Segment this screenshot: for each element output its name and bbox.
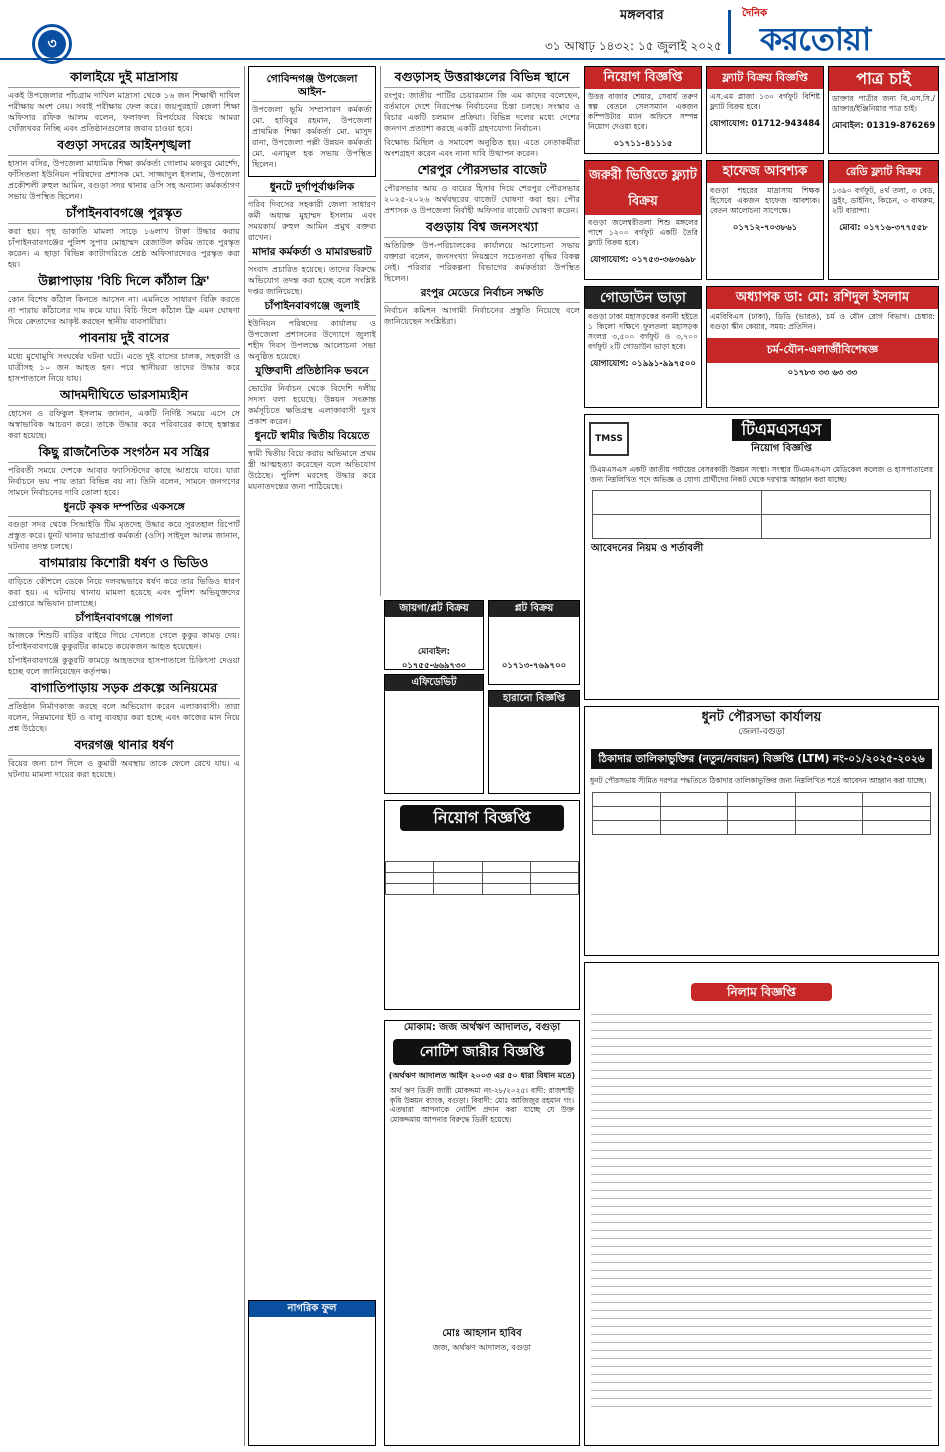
doctor-specialty: চর্ম-যৌন-এলার্জীবিশেষজ্ঞ xyxy=(707,338,938,363)
article-text: চাঁপাইনবাবগঞ্জে কুকুরটি কামড়ে আহতদের হাসপাতালে চিকিৎসা দেওয়া হচ্ছে বলে জানিয়েছেন কর্তৃপক্ষ। xyxy=(8,655,240,676)
article-text: নির্বাচন কমিশন আগামী নির্বাচনের প্রস্তুতি নিয়েছে বলে জানিয়েছেন সংশ্লিষ্টরা। xyxy=(384,305,580,326)
header-divider xyxy=(728,10,731,54)
ad-groom-wanted xyxy=(828,66,939,154)
notice-signature: মোঃ আহসান হাবিব xyxy=(442,1328,522,1340)
ad-phone: মোবাইল: ০১৭৫৫-৬৬৯৭৩০ xyxy=(401,647,467,670)
headline: আদমদীঘিতে ভারসাম্যহীন xyxy=(8,387,240,406)
headline: রংপুর মেডেরে নির্বাচন সক্ষতি xyxy=(384,287,580,303)
headline: বাগমারায় কিশোরী ধর্ষণ ও ভিডিও xyxy=(8,555,240,574)
logo-prefix: দৈনিক xyxy=(742,8,768,19)
column-divider xyxy=(244,66,245,1446)
article-text: বাড়িতে কৌশলে ডেকে নিয়ে দলবদ্ধভাবে ধর্ষণ করে তার ভিডিও ধারণ করা হয়। এ ঘটনায় থানায় মামলা হয়েছে এবং পুলিশ অভিযুক্তদের গ্রেপ্তারে অভিযান চালাচ্ছে। xyxy=(8,576,240,608)
headline: গোবিন্দগঞ্জ উপজেলা আইন- xyxy=(252,73,372,102)
notice-banner: নোটিশ জারীর বিজ্ঞপ্তি xyxy=(393,1039,571,1065)
ad-title: এফিডেভিট xyxy=(385,675,483,691)
dhunat-subtitle: জেলা-বগুড়া xyxy=(738,727,785,737)
newspaper-logo: করতোয়া xyxy=(760,20,871,58)
ad-title: নাগরিক ফুল xyxy=(249,1301,375,1317)
column-divider xyxy=(380,66,381,596)
ad-title: জরুরী ভিত্তিতে ফ্ল্যাট বিক্রয় xyxy=(585,161,701,215)
headline: চাঁপাইনবাবগঞ্জে জুলাই xyxy=(248,300,376,316)
ad-title: অধ্যাপক ডা: মো: রশিদুল ইসলাম xyxy=(707,287,938,309)
ad-body: এস.এম প্লাজা ১৩০ বর্গফুট বিশিষ্ট ফ্ল্যাট বিক্রয় হবে। xyxy=(710,92,820,111)
article-text: অতিরিক্ত উপ-পরিচালকের কার্যালয়ে আলোচনা সভায় বক্তারা বলেন, জনসংখ্যা নিয়ন্ত্রণে সচেতনতা বৃদ্ধির বিকল্প নেই। পরিবার পরিকল্পনা বিভাগের কর্মকর্তারা উপস্থিত ছিলেন। xyxy=(384,240,580,283)
article-text: হোসেন ও রফিকুল ইসলাম জানান, একটি নির্দিষ্ট সময়ে এসে সে অস্বাভাবিক আচরণ করে। তাকে উদ্ধার করে পরিবারের কাছে হস্তান্তর করা হয়েছে। xyxy=(8,408,240,440)
tmss-logo-icon: TMSS xyxy=(589,422,629,456)
tmss-body: টিএমএসএস একটি জাতীয় পর্যায়ের বেসরকারী উন্নয়ন সংস্থা। সংস্থার টিএমএসএস মেডিকেল কলেজ ও হাসপাতালের জন্য নিম্নলিখিত পদে অভিজ্ঞ ও যোগ্য প্রার্থীদের নিকট থেকে দরখাস্ত আহ্বান করা যাচ্ছে। xyxy=(590,465,933,484)
ad-body: ১৩৯০ বর্গফুট, ৪র্থ তলা, ৩ বেড, ড্রইং, ডাইনিং, কিচেন, ৩ বাথরুম, ২টি বারান্দা। xyxy=(832,186,935,215)
recruitment-table xyxy=(385,861,579,895)
headline: কিছু রাজনৈতিক সংগঠন মব সন্ত্রির xyxy=(8,444,240,463)
headline: চাঁপাইনবাবগঞ্জে পাগলা xyxy=(8,612,240,628)
article-text: হাসান বসির, উপজেলা মাধ্যমিক শিক্ষা কর্মকর্তা গোলাম মজবুর মোর্শেদ, ফাঁসিতলা ইউনিয়ন পরিষদের প্রশাসক মো. সাজ্জাদুল ইসলাম, উপজেলা প্রকৌশলী রুহুল আমিন, বগুড়া সদর থানার ওসি সহ অন্যান্য কর্মকর্তাগণ সভায় উপস্থিত ছিলেন। xyxy=(8,158,240,201)
auction-notice xyxy=(584,962,939,1446)
ad-plot-sale xyxy=(488,600,580,685)
article-text: বগুড়া সদর থেকে সিআইডি টিম মৃতদেহ উদ্ধার করে সুরতহাল রিপোর্ট প্রস্তুত করে। ধুনট থানার ভারপ্রাপ্ত কর্মকর্তা (ওসি) সাইদুল আলম জানান, ঘটনার তদন্ত চলছে। xyxy=(8,519,240,551)
headline: বাগাতিপাড়ায় সড়ক প্রকল্পে অনিয়মের xyxy=(8,680,240,699)
court-notice xyxy=(384,1020,580,1446)
article-text: প্রতিষ্ঠান নির্মাণকাজ করছে বলে অভিযোগ করেন এলাকাবাসী। তারা বলেন, নিম্নমানের ইট ও বালু ব্যবহার করা হচ্ছে এবং কাজের মান নিয়ে প্রশ্ন উঠেছে। xyxy=(8,701,240,733)
ad-phone: যোগাযোগ: 01712-943484 xyxy=(709,119,821,129)
article-text: বিয়ের জন্য চাপ দিলে ও কুমারী অবস্থায় তাকে ফেলে রেখে যায়। এ ঘটনায় মামলা দায়ের করা হয়েছে। xyxy=(8,758,240,779)
article-text: রংপুর: জাতীয় পার্টির চেয়ারম্যান জি এম কাদের বলেছেন, বর্তমানে দেশে নিরপেক্ষ নির্বাচনের চিন্তা চলছে। সংস্কার ও বিচার একটি চলমান প্রক্রিয়া। বিভিন্ন দলের মধ্যে দেশের জনগণ প্রত্যাশা করছে একটি গ্রহণযোগ্য নির্বাচন। xyxy=(384,90,580,133)
article-text: বিক্ষোভ মিছিল ও সমাবেশ অনুষ্ঠিত হয়। এতে নেতাকর্মীরা অংশগ্রহণ করেন এবং নানা দাবি উত্থাপন করেন। xyxy=(384,137,580,158)
ad-title: রেডি ফ্ল্যাট বিক্রয় xyxy=(829,161,938,183)
article-text: গরিব দিবসের সহকারী জেলা সাধারণ কর্মী অধ্যক্ষ মুহাম্মদ ইসলাম এবং সময়কার্য রুহুল আমিন প্রমুখ বক্তব্য রাখেন। xyxy=(248,199,376,242)
ad-lost-notice xyxy=(488,690,580,794)
ad-phone: ০১৭৮৩ ৩৩ ৬৩ ৩৩ xyxy=(787,368,858,378)
tmss-position-table xyxy=(592,490,931,539)
article-text: স্বামী দ্বিতীয় বিয়ে করায় অভিমানে প্রথম স্ত্রী আত্মহত্যা করেছেন বলে অভিযোগ উঠেছে। পুলিশ মরদেহ উদ্ধার করে ময়নাতদন্তের জন্য পাঠিয়েছে। xyxy=(248,448,376,491)
ad-body: বগুড়া জলেশ্বরীতলা শিশু মঙ্গলের পাশে ১২০০ বর্গফুট একটি তৈরি ফ্ল্যাট বিক্রয় হবে। xyxy=(588,218,698,247)
ad-body: বগুড়া শহরের মাদ্রাসায় শিক্ষক হিসেবে একজন হাফেজ আবশ্যক। বেতন আলোচনা সাপেক্ষে। xyxy=(710,186,820,215)
article-text: ভোটের নির্বাচন থেকে বিদেশি দলীয় সদস্য বলা হয়েছে। উন্নয়ন সংক্রান্ত কর্মসূচিতে ক্ষতিগ্রস্থ এলাকাবাসী দুঃখ প্রকাশ করেন। xyxy=(248,383,376,426)
headline: ধুনটে দুর্গাপূর্বাঞ্চলিক xyxy=(248,181,376,197)
headline: মাদার কর্মকর্তা ও মামারভরাট xyxy=(248,246,376,262)
court-name: মোকাম: জজ অর্থঋণ আদালত, বগুড়া xyxy=(403,1022,561,1033)
ad-ready-flat xyxy=(828,160,939,280)
ad-hafez-wanted xyxy=(706,160,824,280)
article-text: ইউনিয়ন পরিষদের কার্যালয় ও উপজেলা প্রশাসনের উদ্যোগে জুলাই শহীদ দিবস উপলক্ষে আলোচনা সভা অনুষ্ঠিত হয়েছে। xyxy=(248,318,376,361)
ad-title: জায়গা/প্লট বিক্রয় xyxy=(385,601,483,617)
notice-signature-title: জজ, অর্থঋণ আদালত, বগুড়া xyxy=(433,1343,531,1353)
headline: ধুনটে স্বামীর দ্বিতীয় বিয়েতে xyxy=(248,430,376,446)
page-number: ৩ xyxy=(38,30,66,58)
tmss-header xyxy=(585,415,938,462)
notice-banner: নিলাম বিজ্ঞপ্তি xyxy=(691,983,832,1001)
ad-title: প্লট বিক্রয় xyxy=(489,601,579,617)
article-text: আজকে শিশুটি বাড়ির বাইরে গিয়ে খেলতে গেলে কুকুর কামড় দেয়। চাঁপাইনবাবগঞ্জে কুকুরটির কামড়ে কয়েকজন আহত হয়েছেন। xyxy=(8,630,240,651)
ad-flat-sale xyxy=(706,66,824,154)
auction-notice-text-block xyxy=(591,1007,932,1407)
headline: কালাইয়ে দুই মাদ্রাসায় xyxy=(8,69,240,88)
recruitment-notice xyxy=(384,800,580,1010)
headline: বগুড়ায় বিশ্ব জনসংখ্যা xyxy=(384,219,580,238)
ad-body: বগুড়া ঢাকা মহাসড়কের বনানী হইতে ১ কিলো দক্ষিণে ফুলতলা মহাসড়ক সংলগ্ন ৩,৫০০ বর্গফুট ও ৩,৭০০ বর্গফুট ২টি গোডাউন ভাড়া হবে। xyxy=(588,312,698,351)
ad-godown-rent xyxy=(584,286,702,408)
ad-phone: যোগাযোগ: ০১৯৯১-৯৯৭৫০০ xyxy=(590,359,696,369)
ad-title: হাফেজ আবশ্যক xyxy=(707,161,823,183)
tmss-subtitle: নিয়োগ বিজ্ঞপ্তি xyxy=(751,443,812,454)
tmss-apply-heading: আবেদনের নিয়ম ও শর্তাবলী xyxy=(591,543,704,555)
ad-title: নিয়োগ বিজ্ঞপ্তি xyxy=(585,67,701,89)
header-day: মঙ্গলবার xyxy=(620,8,664,23)
ad-urgent-flat xyxy=(584,160,702,280)
notice-body: অর্থ ঋণ ডিক্রী জারী মোকদ্দমা নং-২৮/২০২৫। বাদী: রাজশাহী কৃষি উন্নয়ন ব্যাংক, বগুড়া। বিবাদী: মোঃ আজিজুর রহমান গং। এতদ্বারা আপনাকে নোটিশ প্রদান করা যাচ্ছে যে উক্ত মোকদ্দমায় আপনার বিরুদ্ধে ডিক্রী হয়েছে। xyxy=(390,1086,574,1124)
ad-phone: ০১৭১৩-৭৬৯৭০০ xyxy=(501,661,567,671)
ad-title: পাত্র চাই xyxy=(829,67,938,91)
dhunat-title: ধুনট পৌরসভা কার্যালয় xyxy=(701,710,822,725)
ad-body: এমবিবিএস (ঢাকা), ডিডি (ভারত), চর্ম ও যৌন রোগ বিভাগ। চেম্বার: বগুড়া স্কীন কেয়ার, সময়: প্রতিদিন। xyxy=(710,312,935,331)
dhunat-municipality-notice xyxy=(584,706,939,956)
article-text: সংবাদ প্রচারিত হয়েছে। তাদের বিরুদ্ধে অভিযোগ তদন্ত করা হচ্ছে বলে সংশ্লিষ্ট দপ্তর জানিয়েছে। xyxy=(248,264,376,296)
article-text: উপজেলা ভূমি সম্প্রসারণ কর্মকর্তা মো. হাবিবুর রহমান, উপজেলা প্রাথমিক শিক্ষা কর্মকর্তা মো. মাসুদ রানা, উপজেলা পল্লী উন্নয়ন কর্মকর্তা মো. এনামুল হক সভায় উপস্থিত ছিলেন। xyxy=(252,104,372,169)
dhunat-table xyxy=(592,792,931,835)
ad-phone: মোবাইল: 01319-876269 xyxy=(831,121,936,131)
headline: বগুড়া সদরের আইনশৃঙ্খলা xyxy=(8,137,240,156)
tmss-title-block xyxy=(629,419,934,458)
header-date: ৩১ আষাঢ় ১৪৩২: ১৫ জুলাই ২০২৫ xyxy=(545,39,722,53)
article-text: পৌরসভার আয় ও ব্যয়ের হিসাব দিয়ে শেরপুর পৌরসভার ২০২৫-২০২৬ অর্থবছরের বাজেট ঘোষণা করা হয়। পৌর প্রশাসক ও উপজেলা নির্বাহী অফিসার বাজেট ঘোষণা করেন। xyxy=(384,183,580,215)
dhunat-banner: ঠিকাদার তালিকাভুক্তির (নতুন/নবায়ন) বিজ্ঞপ্তি (LTM) নং-০১/২০২৫-২০২৬ xyxy=(591,749,932,769)
headline: চাঁপাইনবাবগঞ্জে পুরস্কৃত xyxy=(8,205,240,224)
ad-phone: মোবা: ০১৭১৬-৩৭৭৫৫৮ xyxy=(839,223,928,233)
ad-doctor xyxy=(706,286,939,408)
article-text: করা হয়। গৃহ ডাকাতি মামলা সাড়ে ১৬লাখ টাকা উদ্ধার করায় চাঁপাইনবাবগঞ্জের পুলিশ সুপার মোহাম্মদ রেজাউল করিম তাকে পুরস্কৃত করেন। এ ছাড়া বিভিন্ন ক্যাটাগরিতে শ্রেষ্ঠ অফিসারদেরও পুরস্কৃত করা হয়। xyxy=(8,226,240,269)
headline: উল্লাপাড়ায় 'বিচি দিলে কাঁঠাল ফ্রি' xyxy=(8,273,240,292)
ad-title: ফ্ল্যাট বিক্রয় বিজ্ঞপ্তি xyxy=(707,67,823,89)
ad-phone: ০১৭১১-৪১১১৫ xyxy=(613,139,673,149)
news-column-3 xyxy=(384,66,580,586)
news-column-2 xyxy=(248,66,376,1082)
article-text: পরিবর্তী সময়ে দেশকে আবার ফ্যাসিস্টদের কাছে আশ্রয়ে যাবে। যারা নির্বাচনে ভয় পায় তারা বিভিন্ন বয় না। তিনি বলেন, সামনে জনগণের সামনে নির্বাচনের দাবি তোলা হবে। xyxy=(8,465,240,497)
ad-phone: ০১৭১২-৭০৩৮৬১ xyxy=(732,223,798,233)
headline: শেরপুর পৌরসভার বাজেট xyxy=(384,162,580,181)
headline: বগুড়াসহ উত্তরাঞ্চলের বিভিন্ন স্থানে xyxy=(384,69,580,88)
ad-phone: যোগাযোগ: ০১৭৫৩-৩৬৩৬৯৮ xyxy=(590,255,696,265)
article-text: কোন বিশেষ কাঁঠাল কিনতে আসেন না। এমনিতে সাধারণ বিক্রি করতে না পারায় কাঁঠালের দাম কমে যায়। বিচি দিলে কাঁঠাল ফ্রি এমন ঘোষণা দিয়ে ক্রেতাদের আকৃষ্ট করছেন স্থানীয় ব্যবসায়ীরা। xyxy=(8,294,240,326)
ad-title: হারানো বিজ্ঞপ্তি xyxy=(489,691,579,707)
notice-banner: নিয়োগ বিজ্ঞপ্তি xyxy=(400,805,565,831)
article-box xyxy=(248,66,376,177)
ad-title: গোডাউন ভাড়া xyxy=(585,287,701,309)
notice-subtitle: (অর্থঋণ আদালত আইন ২০০৩ এর ৫০ ধারা বিধান মতে) xyxy=(388,1071,576,1080)
tmss-recruitment-notice xyxy=(584,414,939,700)
ad-body: ডাক্তার পাত্রীর জন্য বি.এস.সি./ডাক্তার/ইঞ্জিনিয়ার পাত্র চাই। xyxy=(832,94,935,113)
headline: ধুনটে কৃষক দম্পতির একসঙ্গে xyxy=(8,501,240,517)
ad-land-plot xyxy=(384,600,484,670)
ad-nagorik xyxy=(248,1300,376,1446)
ad-body: উত্তর বাজার শেয়ার, সেবার্য তরুণ স্বল্প বেতনে সেলসম্যান একজন কম্পিউটার ম্যান অফিসে সম্পন্ন নিয়োগ দেওয়া হবে। xyxy=(588,92,698,131)
headline: পাবনায় দুই বাসের xyxy=(8,330,240,349)
headline: বদরগঞ্জ থানার ধর্ষণ xyxy=(8,737,240,756)
tmss-title: টিএমএসএস xyxy=(732,419,832,441)
headline: যুক্তিবাদী প্রতিষ্ঠানিক ভবনে xyxy=(248,365,376,381)
article-text: একই উপজেলার পাঁচগ্রাম দাখিল মাদ্রাসা থেকে ১৬ জন শিক্ষার্থী দাখিল পরীক্ষায় অংশ নেয়। সবাই পরীক্ষায় ফেল করে। জয়পুরহাট জেলা শিক্ষা অফিসার রফিক আলম বলেন, ফলাফল বিপর্যয়ের বিষয়ে আমরা খোঁজখবর নিচ্ছি এবং প্রতিষ্ঠানগুলোর জবাব চাওয়া হবে। xyxy=(8,90,240,133)
ad-affidavit xyxy=(384,674,484,794)
ad-recruitment-1 xyxy=(584,66,702,154)
news-column-1 xyxy=(8,66,240,1446)
dhunat-body: ধুনট পৌরসভায় সীমিত দরপত্র পদ্ধতিতে ঠিকাদার তালিকাভুক্তির জন্য নিম্নলিখিত শর্তে আবেদন আহ্বান করা যাচ্ছে। xyxy=(590,776,927,785)
article-text: মধ্যে মুখোমুখি সংঘর্ষের ঘটনা ঘটে। এতে দুই বাসের চালক, সহকারী ও যাত্রীসহ ১০ জন আহত হন। পরে স্থানীয়রা তাদের উদ্ধার করে হাসপাতালে নিয়ে যায়। xyxy=(8,351,240,383)
page-header xyxy=(0,0,945,60)
